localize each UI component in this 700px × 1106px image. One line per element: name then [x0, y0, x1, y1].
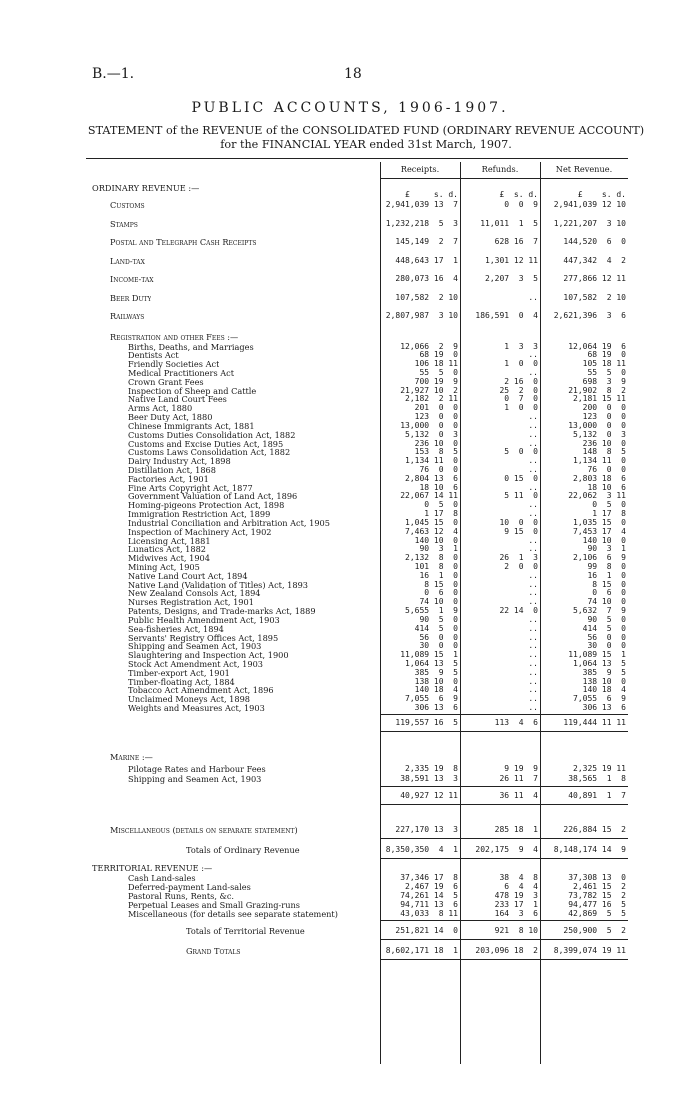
row-label: Crown Grant Fees	[128, 376, 204, 387]
receipts-amount: 101 8 0	[414, 562, 458, 571]
row-label: Medical Practitioners Act	[128, 367, 235, 378]
receipts-amount: 236 10 0	[414, 438, 458, 448]
receipts-amount: 280,073 16 4	[395, 274, 458, 283]
row-label: Slaughtering and Inspection Act, 1900	[128, 650, 289, 661]
marine-total-bottom-rule-0	[380, 804, 460, 805]
refunds-amount: 25 2 0	[499, 385, 538, 395]
refunds-amount: ..	[528, 676, 538, 686]
receipts-amount: 11,089 15 1	[400, 650, 458, 660]
refunds-amount: ..	[528, 641, 538, 651]
refunds-amount: ..	[528, 659, 538, 669]
row-label: Friendly Societies Act	[128, 359, 220, 370]
refunds-amount: 478 19 3	[494, 890, 538, 900]
refunds-amount: 0 0 9	[504, 200, 538, 209]
net-revenue-amount: 1,035 15 0	[573, 517, 626, 527]
net-revenue-amount: 140 18 4	[582, 685, 626, 695]
refunds-amount: ..	[528, 412, 538, 422]
refunds-amount: 0 15 0	[504, 473, 538, 483]
net-revenue-amount: 42,869 5 5	[568, 908, 626, 918]
receipts-amount: 40,927 12 11	[400, 790, 458, 800]
net-revenue-amount: 123 0 0	[582, 412, 626, 422]
territorial-total-rule-0	[380, 939, 460, 940]
refunds-amount: ..	[528, 667, 538, 677]
net-revenue-amount: 74 10 0	[587, 597, 626, 607]
net-revenue-amount: 2,803 18 6	[573, 473, 626, 483]
row-label: Dentists Act	[128, 350, 179, 361]
net-currency-header: £ s. d.	[577, 190, 626, 199]
net-revenue-amount: 698 3 9	[582, 376, 626, 386]
net-revenue-amount: 8,148,174 14 9	[553, 844, 626, 854]
refunds-amount: ..	[528, 509, 538, 519]
row-label: Miscellaneous (for details see separate statement)	[128, 908, 338, 919]
row-label: Perpetual Leases and Small Grazing-runs	[128, 899, 300, 910]
net-revenue-amount: 0 5 0	[592, 500, 626, 510]
table-top-rule	[86, 158, 628, 159]
refunds-amount: 1 0 0	[504, 359, 538, 369]
row-label: Beer Duty Act, 1880	[128, 412, 213, 423]
marine-total-bottom-rule-2	[540, 804, 628, 805]
receipts-amount: 5,132 0 3	[405, 429, 458, 439]
net-revenue-amount: 11,089 15 1	[568, 650, 626, 660]
row-label: Postal and Telegraph Cash Receipts	[110, 237, 257, 247]
refunds-amount: ..	[528, 367, 538, 377]
refunds-amount: 2 16 0	[504, 376, 538, 386]
row-label: Stamps	[110, 218, 138, 229]
refunds-amount: 9 19 9	[504, 763, 538, 773]
territorial-rule-1	[460, 920, 540, 921]
net-revenue-amount: 1,064 13 5	[573, 659, 626, 669]
net-revenue-amount: 119,444 11 11	[563, 717, 626, 727]
net-revenue-amount: 16 1 0	[587, 570, 626, 580]
row-label: Beer Duty	[110, 292, 152, 303]
row-label: Lunatics Act, 1882	[128, 544, 206, 555]
receipts-column-rule	[380, 162, 381, 1064]
refunds-amount: 285 18 1	[494, 824, 538, 834]
row-label: Tobacco Act Amendment Act, 1896	[128, 685, 274, 696]
net-revenue-amount: 7,453 17 4	[573, 526, 626, 536]
fees-total-bottom-rule-2	[540, 731, 628, 732]
row-label: Public Health Amendment Act, 1903	[128, 614, 280, 625]
row-label: Customs Laws Consolidation Act, 1882	[128, 447, 291, 458]
net-revenue-amount: 7,055 6 9	[573, 694, 626, 704]
net-revenue-amount: 76 0 0	[587, 464, 626, 474]
row-label: TERRITORIAL REVENUE :—	[92, 862, 213, 873]
territorial-total-rule-1	[460, 939, 540, 940]
net-revenue-amount: 447,342 4 2	[563, 255, 626, 265]
receipts-amount: 22,067 14 11	[400, 491, 458, 501]
receipts-amount: 1,232,218 5 3	[385, 218, 458, 228]
receipts-amount: 700 19 9	[414, 376, 458, 386]
refunds-amount: ..	[528, 597, 538, 607]
refunds-amount: 203,096 18 2	[475, 945, 538, 955]
receipts-amount: 140 18 4	[414, 685, 458, 695]
net-revenue-amount: 0 6 0	[592, 588, 626, 598]
net-revenue-amount: 2,461 15 2	[573, 881, 626, 891]
row-label: Nurses Registration Act, 1901	[128, 597, 254, 608]
refunds-amount: 5 11 0	[504, 491, 538, 501]
refunds-amount: 628 16 7	[494, 237, 538, 246]
refunds-amount: ..	[528, 464, 538, 474]
fees-subtotal-rule-2	[540, 714, 628, 715]
row-label: Native Land Court Fees	[128, 394, 227, 405]
row-label: Railways	[110, 311, 145, 321]
receipts-amount: 8,350,350 4 1	[385, 844, 458, 854]
row-label: Industrial Conciliation and Arbitration Act, 1905	[128, 517, 330, 528]
row-label: Births, Deaths, and Marriages	[128, 341, 254, 352]
refunds-amount: ..	[528, 694, 538, 704]
row-label: Shipping and Seamen Act, 1903	[128, 773, 262, 784]
net-revenue-amount: 90 5 0	[587, 614, 626, 624]
net-revenue-amount: 22,062 3 11	[568, 491, 626, 501]
page-number: 18	[344, 66, 362, 82]
net-revenue-amount: 2,181 15 11	[573, 394, 626, 404]
row-label: Timber-export Act, 1901	[128, 667, 230, 678]
refunds-amount: ..	[528, 623, 538, 633]
net-revenue-amount: 8,399,074 19 11	[553, 945, 626, 955]
ordinary-total-rule-1	[460, 858, 540, 859]
receipts-amount: 414 5 0	[414, 623, 458, 633]
refunds-amount: ..	[528, 482, 538, 492]
receipts-amount: 0 6 0	[424, 588, 458, 598]
refunds-amount: ..	[528, 292, 538, 302]
net-revenue-amount: 144,520 6 0	[563, 237, 626, 246]
refunds-currency-header: £ s. d.	[499, 190, 538, 199]
net-revenue-amount: 1,134 11 0	[573, 456, 626, 466]
row-label: Deferred-payment Land-sales	[128, 881, 251, 892]
refunds-amount: ..	[528, 535, 538, 545]
net-revenue-amount: 1,221,207 3 10	[553, 218, 626, 228]
net-revenue-amount: 13,000 0 0	[568, 420, 626, 430]
refunds-amount: ..	[528, 500, 538, 510]
misc-rule-0	[380, 838, 460, 839]
net-revenue-amount: 226,884 15 2	[563, 824, 626, 834]
row-label: Government Valuation of Land Act, 1896	[128, 491, 298, 502]
receipts-amount: 2,335 19 8	[405, 763, 458, 773]
receipts-amount: 30 0 0	[419, 641, 458, 651]
row-label: Factories Act, 1901	[128, 473, 209, 484]
refunds-amount: ..	[528, 650, 538, 660]
receipts-amount: 2,182 2 11	[405, 394, 458, 404]
row-label: Income-tax	[110, 274, 154, 284]
receipts-amount: 55 5 0	[419, 367, 458, 377]
net-revenue-amount: 94,477 16 5	[568, 899, 626, 909]
net-revenue-amount: 55 5 0	[587, 367, 626, 377]
row-label: Marine :—	[110, 751, 153, 762]
receipts-amount: 1,045 15 0	[405, 517, 458, 527]
net-revenue-amount: 5,132 0 3	[573, 429, 626, 439]
receipts-header: Receipts.	[400, 164, 440, 174]
receipts-amount: 56 0 0	[419, 632, 458, 642]
misc-rule-1	[460, 838, 540, 839]
refunds-amount: 1 0 0	[504, 403, 538, 413]
net-revenue-amount: 414 5 0	[582, 623, 626, 633]
receipts-amount: 138 10 0	[414, 676, 458, 686]
net-revenue-amount: 236 10 0	[582, 438, 626, 448]
net-revenue-amount: 385 9 5	[582, 667, 626, 677]
receipts-amount: 37,346 17 8	[400, 872, 458, 882]
net-revenue-amount: 1 17 8	[592, 509, 626, 519]
row-label: Inspection of Sheep and Cattle	[128, 385, 257, 396]
receipts-amount: 2,941,039 13 7	[385, 200, 458, 209]
refunds-amount: ..	[528, 579, 538, 589]
net-revenue-amount: 140 10 0	[582, 535, 626, 545]
statement-subtitle: STATEMENT of the REVENUE of the CONSOLIDATED FUND (ORDINARY REVENUE ACCOUNT) for the FINANCIAL YEAR ended 31st March, 1907.	[87, 124, 645, 151]
refunds-header: Refunds.	[481, 164, 519, 174]
fees-subtotal-rule-1	[460, 714, 540, 715]
net-column-rule	[540, 162, 541, 1064]
receipts-amount: 385 9 5	[414, 667, 458, 677]
receipts-amount: 76 0 0	[419, 464, 458, 474]
receipts-amount: 18 10 6	[419, 482, 458, 492]
marine-subtotal-rule-0	[380, 786, 460, 787]
refunds-amount: 10 0 0	[499, 517, 538, 527]
net-revenue-amount: 90 3 1	[587, 544, 626, 554]
receipts-amount: 0 5 0	[424, 500, 458, 510]
net-revenue-amount: 40,891 1 7	[568, 790, 626, 800]
net-revenue-amount: 8 15 0	[592, 579, 626, 589]
receipts-amount: 251,821 14 0	[395, 925, 458, 935]
net-revenue-amount: 99 8 0	[587, 562, 626, 571]
refunds-amount: 38 4 8	[499, 872, 538, 882]
refunds-amount: 2,207 3 5	[485, 274, 538, 283]
refunds-amount: 36 11 4	[499, 790, 538, 800]
row-label: Sea-fisheries Act, 1894	[128, 623, 224, 634]
row-label: Weights and Measures Act, 1903	[128, 703, 265, 714]
receipts-amount: 123 0 0	[414, 412, 458, 422]
refunds-amount: 22 14 0	[499, 606, 538, 616]
receipts-amount: 1 17 8	[424, 509, 458, 519]
grand-total-rule-2	[540, 959, 628, 960]
row-label: Shipping and Seamen Act, 1903	[128, 641, 262, 652]
net-revenue-amount: 18 10 6	[587, 482, 626, 492]
net-revenue-amount: 148 8 5	[582, 447, 626, 457]
row-label: Customs Duties Consolidation Act, 1882	[128, 429, 296, 440]
refunds-amount: 1,301 12 11	[485, 255, 538, 265]
receipts-amount: 2,804 13 6	[405, 473, 458, 483]
row-label: Patents, Designs, and Trade-marks Act, 1889	[128, 606, 316, 617]
refunds-amount: ..	[528, 570, 538, 580]
refunds-amount: ..	[528, 632, 538, 642]
ordinary-total-rule-0	[380, 858, 460, 859]
row-label: Inspection of Machinery Act, 1902	[128, 526, 272, 537]
row-label: Registration and other Fees :—	[110, 331, 239, 342]
receipts-amount: 7,463 12 4	[405, 526, 458, 536]
row-label: Licensing Act, 1881	[128, 535, 211, 546]
net-revenue-amount: 2,941,039 12 10	[553, 200, 626, 209]
row-label: Dairy Industry Act, 1898	[128, 456, 231, 467]
header-rule	[380, 178, 628, 179]
refunds-amount: 2 0 0	[504, 562, 538, 571]
receipts-amount: 201 0 0	[414, 403, 458, 413]
net-revenue-amount: 73,782 15 2	[568, 890, 626, 900]
receipts-amount: 5,655 1 9	[405, 606, 458, 616]
marine-subtotal-rule-2	[540, 786, 628, 787]
receipts-amount: 145,149 2 7	[395, 237, 458, 246]
receipts-amount: 90 5 0	[419, 614, 458, 624]
row-label: Pastoral Runs, Rents, &c.	[128, 890, 235, 901]
refunds-amount: ..	[528, 685, 538, 695]
net-revenue-amount: 12,064 19 6	[568, 341, 626, 351]
page-title: PUBLIC ACCOUNTS, 1906-1907.	[191, 100, 509, 116]
net-revenue-amount: 138 10 0	[582, 676, 626, 686]
grand-total-rule-1	[460, 959, 540, 960]
row-label: Grand Totals	[186, 945, 241, 956]
net-revenue-amount: 250,900 5 2	[563, 925, 626, 935]
refunds-amount: 1 3 3	[504, 341, 538, 351]
net-revenue-header: Net Revenue.	[555, 164, 613, 174]
row-label: Totals of Ordinary Revenue	[186, 844, 300, 855]
row-label: Fine Arts Copyright Act, 1877	[128, 482, 253, 493]
refunds-amount: 6 4 4	[504, 881, 538, 891]
receipts-amount: 8 15 0	[424, 579, 458, 589]
receipts-amount: 74 10 0	[419, 597, 458, 607]
row-label: Immigration Restriction Act, 1899	[128, 509, 271, 520]
row-label: Land-tax	[110, 255, 145, 266]
row-label: Homing-pigeons Protection Act, 1898	[128, 500, 285, 511]
refunds-amount: 233 17 1	[494, 899, 538, 909]
receipts-amount: 43,033 8 11	[400, 908, 458, 918]
net-revenue-amount: 30 0 0	[587, 641, 626, 651]
net-revenue-amount: 277,866 12 11	[563, 274, 626, 283]
row-label: Customs	[110, 200, 145, 210]
refunds-amount: 164 3 6	[494, 908, 538, 918]
refunds-amount: ..	[528, 588, 538, 598]
receipts-amount: 1,064 13 5	[405, 659, 458, 669]
revenue-table: Receipts. Refunds. Net Revenue. ORDINARY REVENUE :— £ s. d. £ s. d. £ s. d. Customs 2,941,039 13 7 0 0 9 2,941,039 12 10 Stamps 1,232,218 5 3 11,011 1 5 1,221,207 3 10 Postal and Telegraph Cash Receipts 145,149 2 7 628 16 7 144,520 6 0 Land-tax 448,643 17 1 1,301 12 11 447,342 4 2 Income-tax 280,073 16 4 2,207 3 5 277,866 12 11 Beer Duty 107,582 2 10 .. 107,582 2 10 Railways 2,807,987 3 10 186,591 0 4 2,621,396 3 6 Registration and other Fees :— Births, Deaths, and Marriages 12,066 2 9 1 3 3 12,064 19 6 Dentists Act 68 19 0 .. 68 19 0 Friendly Societies Act 106 18 11 1 0 0 105 18 11 Medical Practitioners Act 55 5 0 .. 55 5 0 Crown Grant Fees 700 19 9 2 16 0 698 3 9 Inspection of Sheep and Cattle 21,927 10 2 25 2 0 21,902 8 2 Native Land Court Fees 2,182 2 11 0 7 0 2,181 15 11 Arms Act, 1880 201 0 0 1 0 0 200 0 0 Beer Duty Act, 1880 123 0 0 .. 123 0 0 Chinese Immigrants Act, 1881 13,000 0 0 .. 13,000 0 0 Customs Duties Consolidation Act, 1882 5,132 0 3 .. 5,132 0 3 Customs and Excise Duties Act, 1895 236 10 0 .. 236 10 0 Customs Laws Consolidation Act, 1882 153 8 5 5 0 0 148 8 5 Dairy Industry Act, 1898 1,134 11 0 .. 1,134 11 0 Distillation Act, 1868 76 0 0 .. 76 0 0 Factories Act, 1901 2,804 13 6 0 15 0 2,803 18 6 Fine Arts Copyright Act, 1877 18 10 6 .. 18 10 6 Government Valuation of Land Act, 1896 22,067 14 11 5 11 0 22,062 3 11 Homing-pigeons Protection Act, 1898 0 5 0 .. 0 5 0 Immigration Restriction Act, 1899 1 17 8 .. 1 17 8 Industrial Conciliation and Arbitration Act, 1905 1,045 15 0 10 0 0 1,035 15 0 Inspection of Machinery Act, 1902 7,463 12 4 9 15 0 7,453 17 4 Licensing Act, 1881 140 10 0 .. 140 10 0 Lunatics Act, 1882 90 3 1 .. 90 3 1 Midwives Act, 1904 2,132 8 0 26 1 3 2,106 6 9 Mining Act, 1905 101 8 0 2 0 0 99 8 0 Native Land Court Act, 1894 16 1 0 .. 16 1 0 Native Land (Validation of Titles) Act, 1893 8 15 0 .. 8 15 0 New Zealand Consols Act, 1894 0 6 0 .. 0 6 0 Nurses Registration Act, 1901 74 10 0 .. 74 10 0 Patents, Designs, and Trade-marks Act, 1889 5,655 1 9 22 14 0 5,632 7 9 Public Health Amendment Act, 1903 90 5 0 .. 90 5 0 Sea-fisheries Act, 1894 414 5 0 .. 414 5 0 Servants' Registry Offices Act, 1895 56 0 0 .. 56 0 0 Shipping and Seamen Act, 1903 30 0 0 .. 30 0 0 Slaughtering and Inspection Act, 1900 11,089 15 1 .. 11,089 15 1 Stock Act Amendment Act, 1903 1,064 13 5 .. 1,064 13 5 Timber-export Act, 1901 385 9 5 .. 385 9 5 Timber-floating Act, 1884 138 10 0 .. 138 10 0 Tobacco Act Amendment Act, 1896 140 18 4 .. 140 18 4 Unclaimed Moneys Act, 1898 7,055 6 9 .. 7,055 6 9 Weights and Measures Act, 1903 306 13 6 .. 306 13 6 119,557 16 5 113 4 6 119,444 11 11 Marine :— Pilotage Rates and Harbour Fees 2,335 19 8 9 19 9 2,325 19 11 Shipping and Seamen Act, 1903 38,591 13 3 26 11 7 38,565 1 8 40,927 12 11 36 11 4 40,891 1 7 Miscellaneous (details on separate statement) 227,170 13 3 285 18 1 226,884 15 2 Totals of Ordinary Revenue 8,350,350 4 1 202,175 9 4 8,148,174 14 9 TERRITORIAL REVENUE :— Cash Land-sales 37,346 17 8 38 4 8 37,308 13 0 Deferred-payment Land-sales 2,467 19 6 6 4 4 2,461 15 2 Pastoral Runs, Rents, &c. 74,261 14 5 478 19 3 73,782 15 2 Perpetual Leases and Small Grazing-runs 94,711 13 6 233 17 1 94,477 16 5 Miscellaneous (for details see separate statement) 43,033 8 11 164 3 6 42,869 5 5 Totals of Territorial Revenue 251,821 14 0 921 8 10 250,900 5 2 Grand Totals 8,602,171 18 1 203,096 18 2 8,399,074 19 11	[86, 158, 628, 1064]
row-label: Customs and Excise Duties Act, 1895	[128, 438, 284, 449]
fees-subtotal-rule-0	[380, 714, 460, 715]
receipts-amount: 227,170 13 3	[395, 824, 458, 834]
row-label: Pilotage Rates and Harbour Fees	[128, 763, 266, 774]
refunds-amount: ..	[528, 703, 538, 713]
net-revenue-amount: 105 18 11	[582, 359, 626, 369]
receipts-amount: 107,582 2 10	[395, 292, 458, 302]
refunds-amount: 5 0 0	[504, 447, 538, 457]
receipts-amount: 448,643 17 1	[395, 255, 458, 265]
refunds-amount: ..	[528, 614, 538, 624]
net-revenue-amount: 38,565 1 8	[568, 773, 626, 783]
refunds-amount: 11,011 1 5	[480, 218, 538, 228]
receipts-amount: 38,591 13 3	[400, 773, 458, 783]
receipts-currency-header: £ s. d.	[404, 190, 458, 199]
receipts-amount: 94,711 13 6	[400, 899, 458, 909]
refunds-amount: 26 1 3	[499, 553, 538, 563]
grand-total-rule-0	[380, 959, 460, 960]
marine-subtotal-rule-1	[460, 786, 540, 787]
receipts-amount: 140 10 0	[414, 535, 458, 545]
refunds-column-rule	[460, 162, 461, 1064]
refunds-amount: ..	[528, 429, 538, 439]
row-label: Native Land (Validation of Titles) Act, 1893	[128, 579, 308, 590]
territorial-rule-0	[380, 920, 460, 921]
receipts-amount: 106 18 11	[414, 359, 458, 369]
row-label: Servants' Registry Offices Act, 1895	[128, 632, 279, 643]
row-label: Unclaimed Moneys Act, 1898	[128, 694, 251, 705]
receipts-amount: 74,261 14 5	[400, 890, 458, 900]
row-label: Timber-floating Act, 1884	[128, 676, 235, 687]
refunds-amount: ..	[528, 438, 538, 448]
net-revenue-amount: 2,621,396 3 6	[553, 311, 626, 320]
marine-total-bottom-rule-1	[460, 804, 540, 805]
receipts-amount: 16 1 0	[419, 570, 458, 580]
refunds-amount: 113 4 6	[494, 717, 538, 727]
refunds-amount: 9 15 0	[504, 526, 538, 536]
net-revenue-amount: 21,902 8 2	[568, 385, 626, 395]
receipts-amount: 2,807,987 3 10	[385, 311, 458, 320]
refunds-amount: ..	[528, 350, 538, 360]
receipts-amount: 68 19 0	[419, 350, 458, 360]
receipts-amount: 2,132 8 0	[405, 553, 458, 563]
refunds-amount: ..	[528, 456, 538, 466]
receipts-amount: 7,055 6 9	[405, 694, 458, 704]
row-label: Mining Act, 1905	[128, 562, 200, 572]
net-revenue-amount: 5,632 7 9	[573, 606, 626, 616]
receipts-amount: 8,602,171 18 1	[385, 945, 458, 955]
refunds-amount: 921 8 10	[494, 925, 538, 935]
net-revenue-amount: 2,106 6 9	[573, 553, 626, 563]
refunds-amount: ..	[528, 420, 538, 430]
net-revenue-amount: 37,308 13 0	[568, 872, 626, 882]
receipts-amount: 2,467 19 6	[405, 881, 458, 891]
territorial-rule-2	[540, 920, 628, 921]
net-revenue-amount: 68 19 0	[587, 350, 626, 360]
receipts-amount: 119,557 16 5	[395, 717, 458, 727]
row-label: Midwives Act, 1904	[128, 553, 210, 564]
receipts-amount: 13,000 0 0	[400, 420, 458, 430]
net-revenue-amount: 200 0 0	[582, 403, 626, 413]
row-label: Arms Act, 1880	[128, 403, 193, 414]
net-revenue-amount: 107,582 2 10	[563, 292, 626, 302]
row-label: Miscellaneous (details on separate statement)	[110, 824, 298, 835]
receipts-amount: 306 13 6	[414, 703, 458, 713]
net-revenue-amount: 2,325 19 11	[573, 763, 626, 773]
misc-rule-2	[540, 838, 628, 839]
row-label: Totals of Territorial Revenue	[186, 925, 305, 936]
refunds-amount: 26 11 7	[499, 773, 538, 783]
receipts-amount: 153 8 5	[414, 447, 458, 457]
territorial-total-rule-2	[540, 939, 628, 940]
ordinary-total-rule-2	[540, 858, 628, 859]
receipts-amount: 12,066 2 9	[400, 341, 458, 351]
refunds-amount: 0 7 0	[504, 394, 538, 404]
refunds-amount: 202,175 9 4	[475, 844, 538, 854]
receipts-amount: 90 3 1	[419, 544, 458, 554]
receipts-amount: 1,134 11 0	[405, 456, 458, 466]
row-label: New Zealand Consols Act, 1894	[128, 588, 261, 599]
row-label: Chinese Immigrants Act, 1881	[128, 420, 255, 431]
refunds-amount: 186,591 0 4	[475, 311, 538, 320]
fees-total-bottom-rule-1	[460, 731, 540, 732]
receipts-amount: 21,927 10 2	[400, 385, 458, 395]
net-revenue-amount: 306 13 6	[582, 703, 626, 713]
fees-total-bottom-rule-0	[380, 731, 460, 732]
net-revenue-amount: 56 0 0	[587, 632, 626, 642]
page-label: B.—1.	[92, 66, 135, 82]
row-label: Cash Land-sales	[128, 872, 196, 883]
row-label: Native Land Court Act, 1894	[128, 570, 248, 581]
refunds-amount: ..	[528, 544, 538, 554]
row-label: Stock Act Amendment Act, 1903	[128, 659, 264, 670]
row-label: Distillation Act, 1868	[128, 464, 216, 475]
